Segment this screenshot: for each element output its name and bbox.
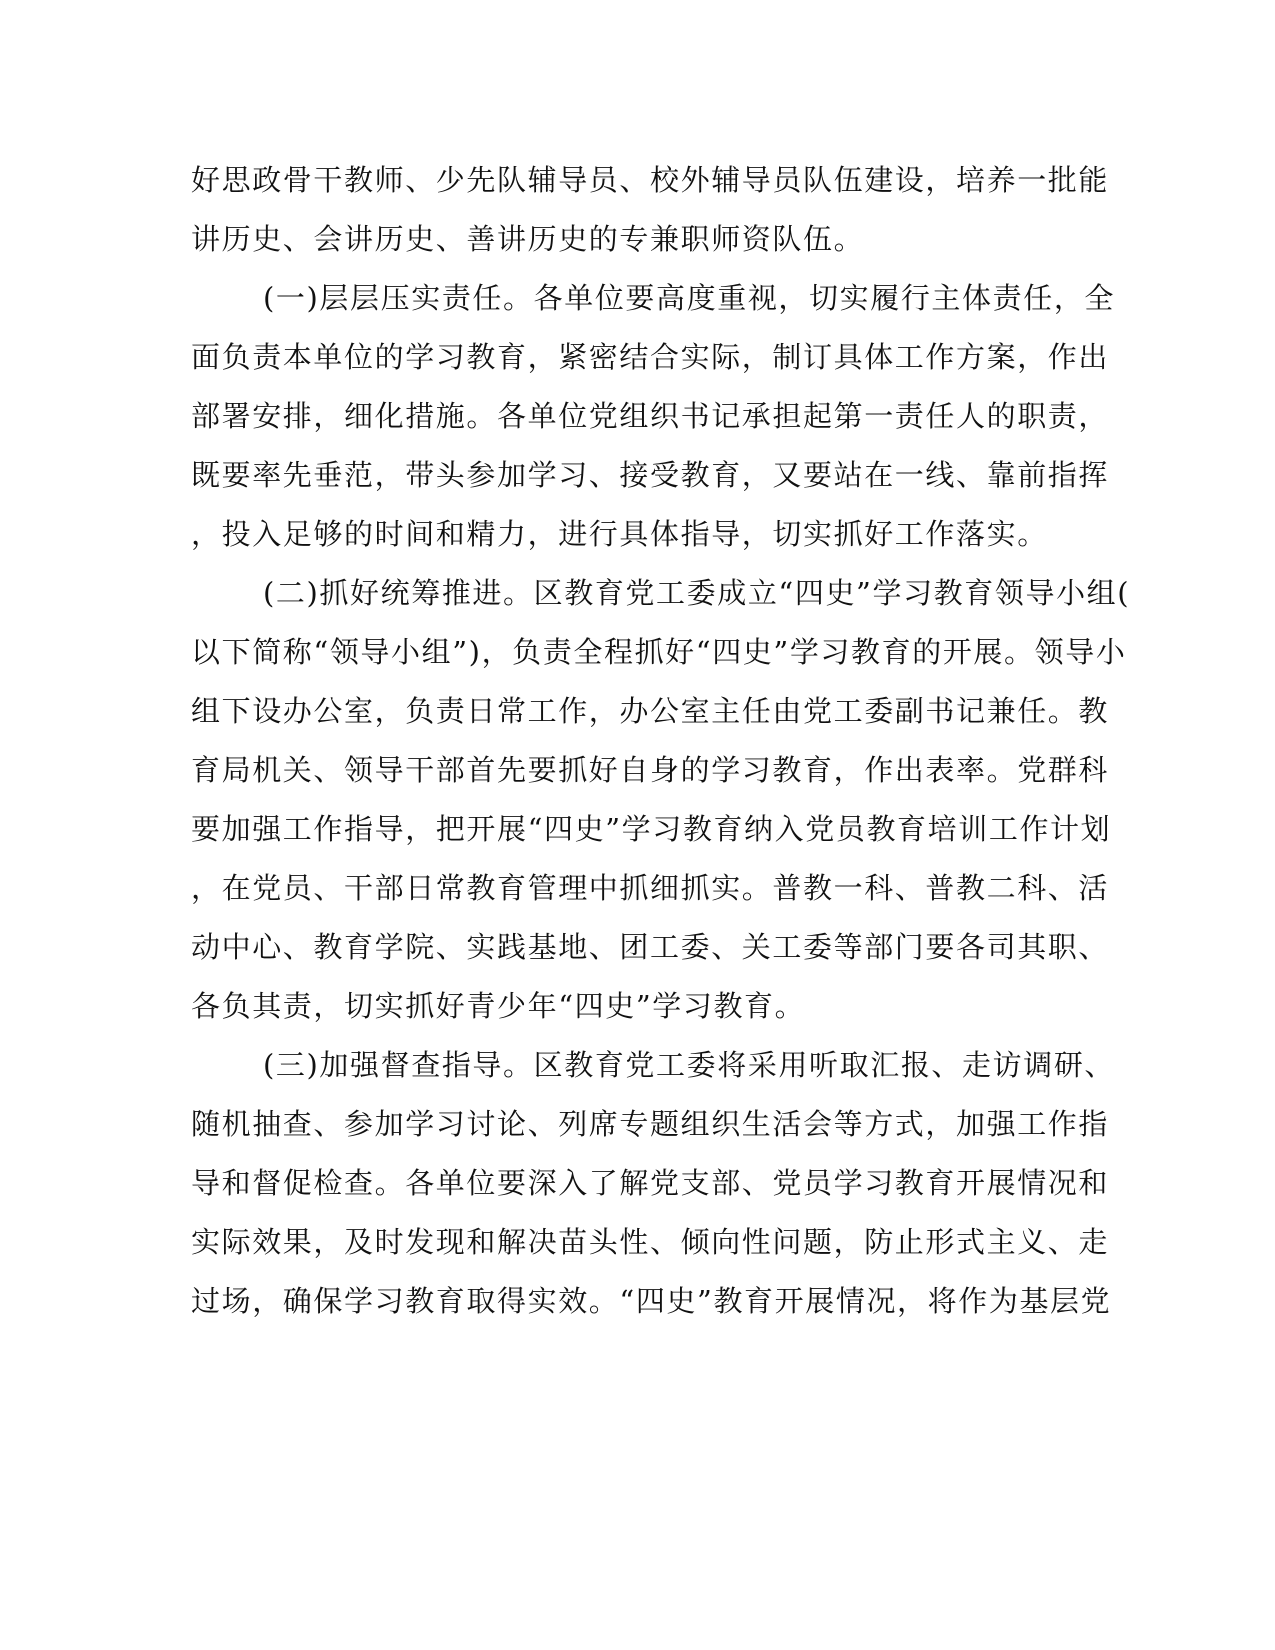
- text-line-5: 部署安排，细化措施。各单位党组织书记承担起第一责任人的职责，: [191, 399, 1110, 433]
- text-line-20: 过场，确保学习教育取得实效。“四史”教育开展情况，将作为基层党: [191, 1284, 1112, 1318]
- text-line-3: (一)层层压实责任。各单位要高度重视，切实履行主体责任，全: [263, 281, 1116, 315]
- text-line-2: 讲历史、会讲历史、善讲历史的专兼职师资队伍。: [191, 222, 865, 256]
- text-line-13: ，在党员、干部日常教育管理中抓细抓实。普教一科、普教二科、活: [191, 871, 1110, 905]
- text-line-19: 实际效果，及时发现和解决苗头性、倾向性问题，防止形式主义、走: [191, 1225, 1110, 1259]
- text-line-12: 要加强工作指导，把开展“四史”学习教育纳入党员教育培训工作计划: [191, 812, 1112, 846]
- text-line-6: 既要率先垂范，带头参加学习、接受教育，又要站在一线、靠前指挥: [191, 458, 1110, 492]
- text-line-14: 动中心、教育学院、实践基地、团工委、关工委等部门要各司其职、: [191, 930, 1110, 964]
- text-line-4: 面负责本单位的学习教育，紧密结合实际，制订具体工作方案，作出: [191, 340, 1110, 374]
- text-line-16: (三)加强督查指导。区教育党工委将采用听取汇报、走访调研、: [263, 1048, 1116, 1082]
- text-line-10: 组下设办公室，负责日常工作，办公室主任由党工委副书记兼任。教: [191, 694, 1110, 728]
- text-line-8: (二)抓好统筹推进。区教育党工委成立“四史”学习教育领导小组(: [263, 576, 1131, 610]
- text-line-17: 随机抽查、参加学习讨论、列席专题组织生活会等方式，加强工作指: [191, 1107, 1110, 1141]
- text-line-15: 各负其责，切实抓好青少年“四史”学习教育。: [191, 989, 806, 1023]
- text-line-1: 好思政骨干教师、少先队辅导员、校外辅导员队伍建设，培养一批能: [191, 163, 1110, 197]
- text-line-9: 以下简称“领导小组”)，负责全程抓好“四史”学习教育的开展。领导小: [191, 635, 1127, 669]
- text-line-11: 育局机关、领导干部首先要抓好自身的学习教育，作出表率。党群科: [191, 753, 1110, 787]
- text-line-7: ，投入足够的时间和精力，进行具体指导，切实抓好工作落实。: [191, 517, 1048, 551]
- text-line-18: 导和督促检查。各单位要深入了解党支部、党员学习教育开展情况和: [191, 1166, 1110, 1200]
